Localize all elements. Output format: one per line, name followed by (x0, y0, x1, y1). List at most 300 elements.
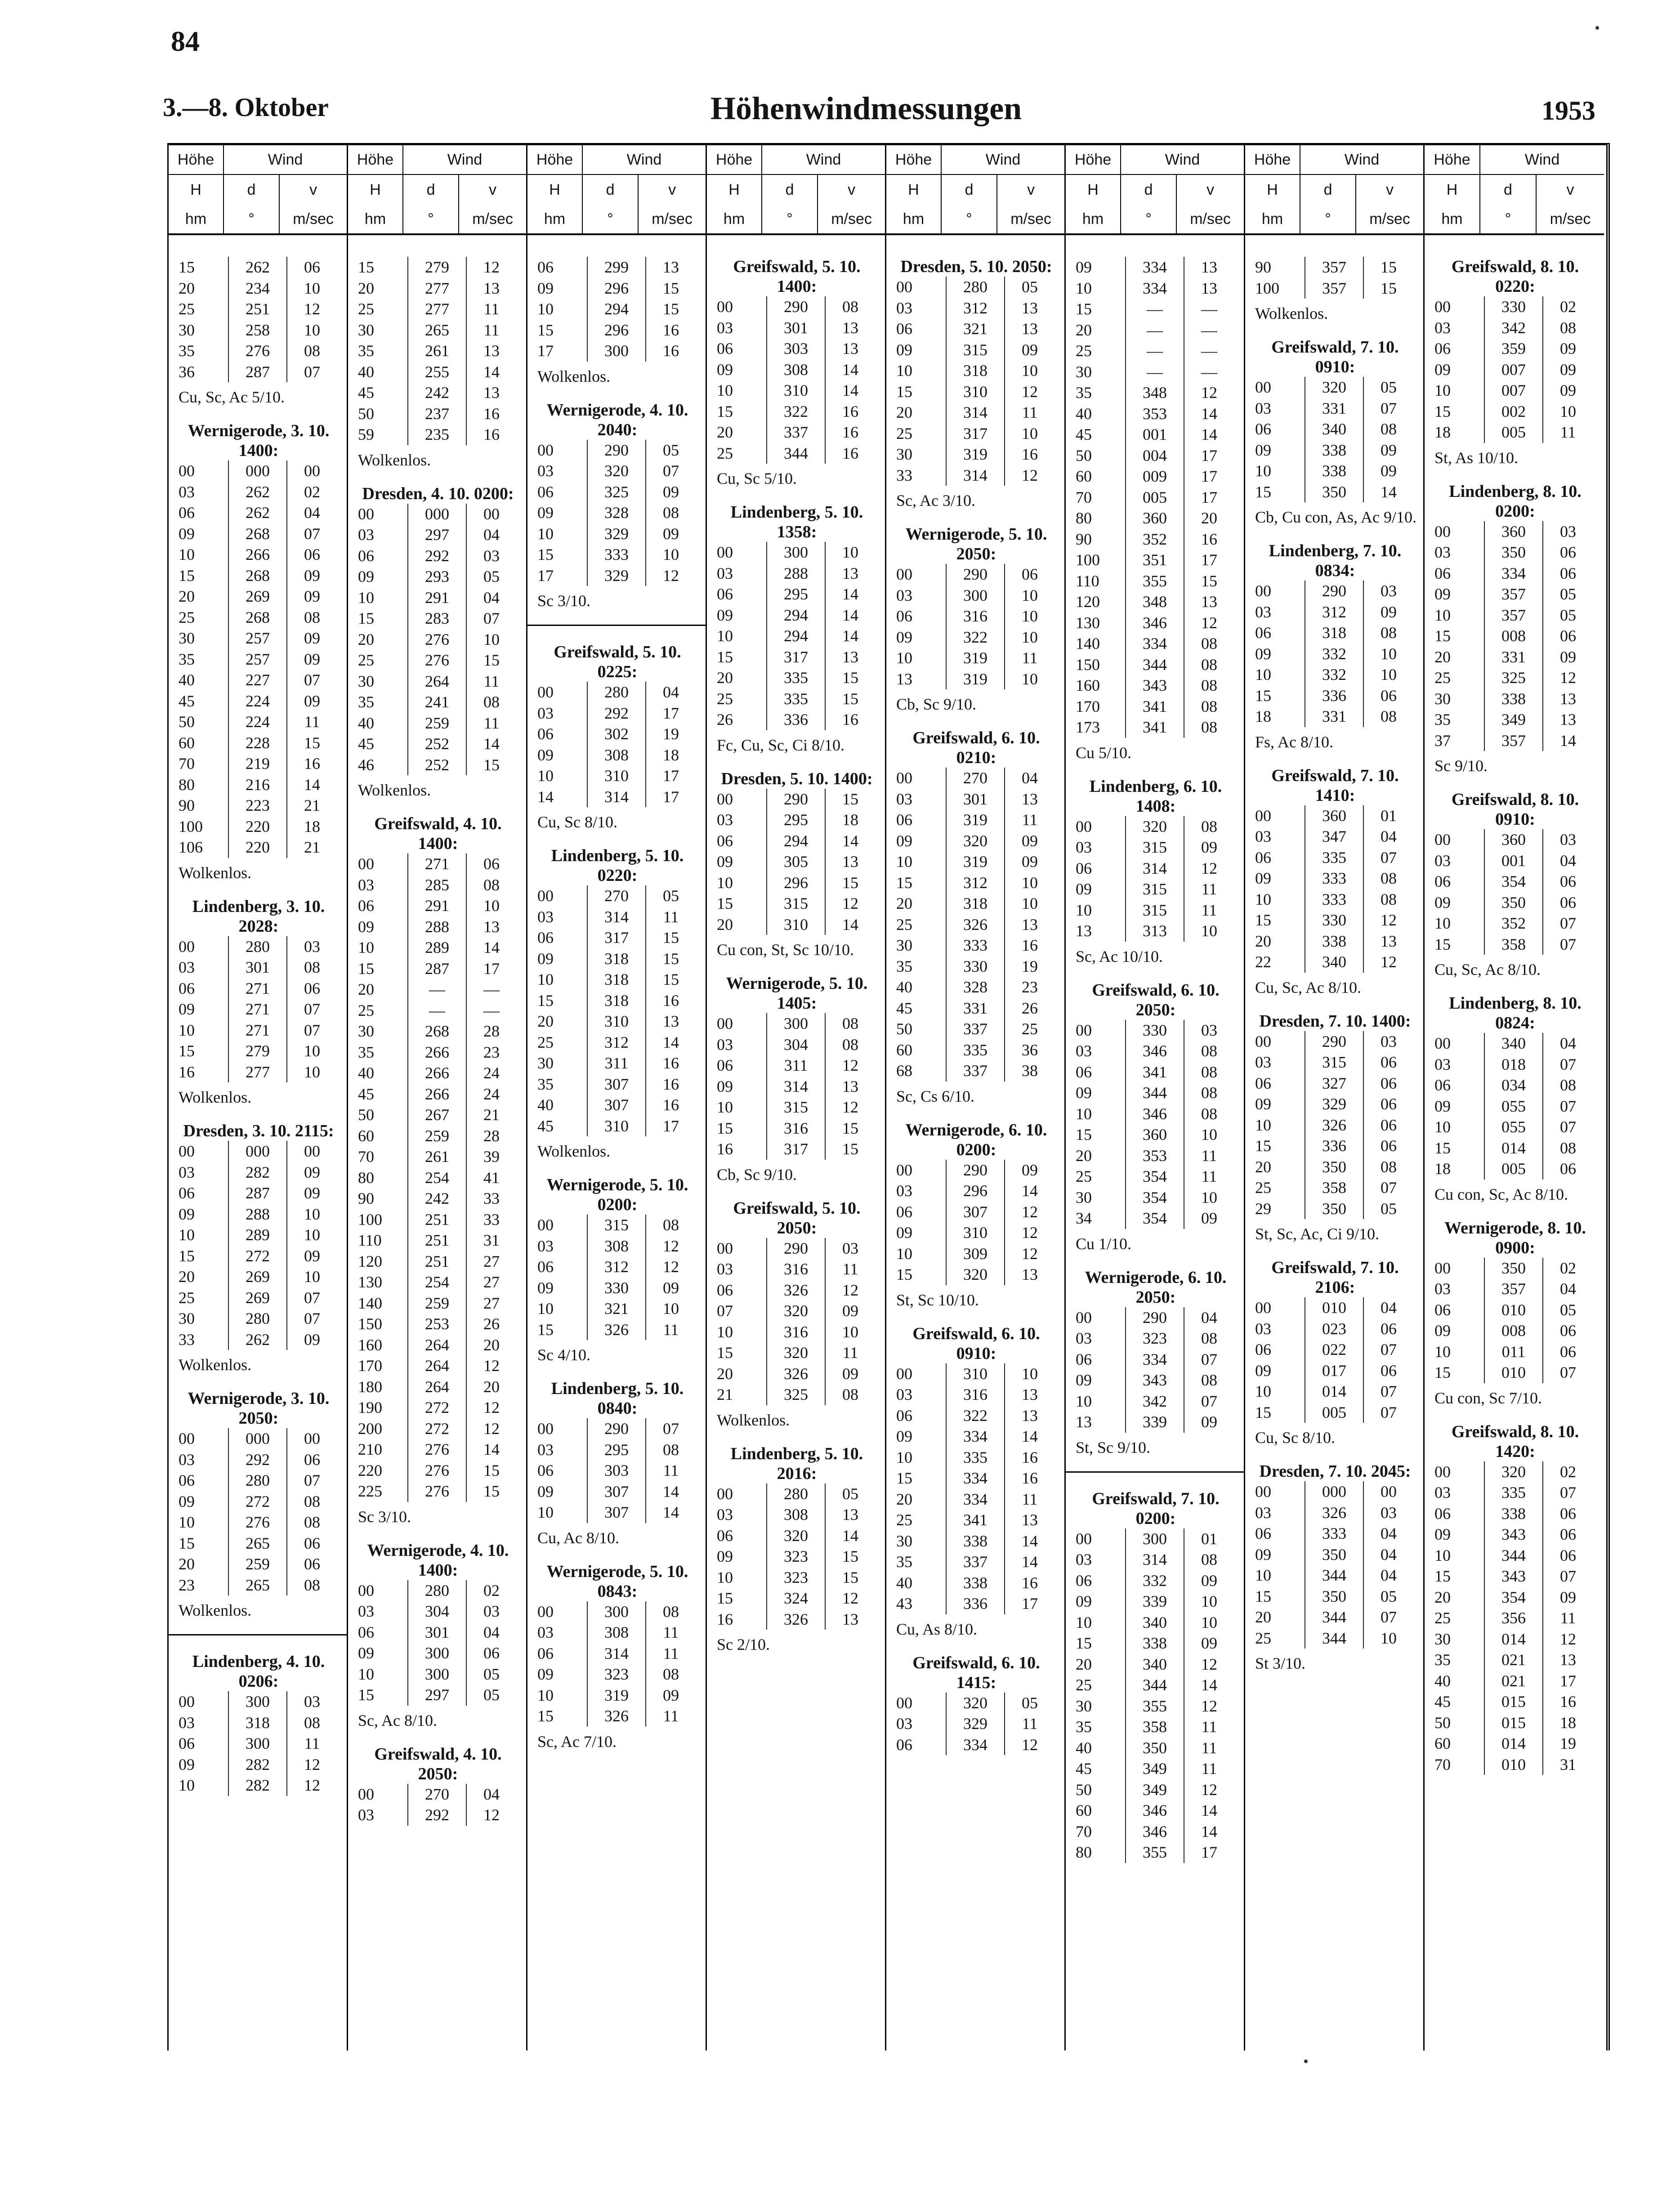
column-body (1066, 235, 1244, 1876)
data-row (714, 1525, 880, 1546)
column-body (527, 235, 706, 1765)
direction-value: 017 (1305, 1360, 1364, 1381)
height-value: 06 (1434, 564, 1451, 582)
wind-table (167, 143, 1610, 2051)
direction-value: 360 (1125, 1124, 1184, 1145)
station-block (714, 769, 880, 961)
data-row (355, 1146, 521, 1167)
data-row (1073, 1370, 1238, 1391)
station-block (1073, 1268, 1238, 1458)
data-row (1252, 706, 1418, 727)
cloud-note: Sc, Cs 6/10. (896, 1087, 975, 1105)
direction-value: 270 (587, 885, 646, 907)
cloud-note: Wolkenlos. (1255, 304, 1328, 322)
height-value: 15 (358, 609, 374, 627)
speed-value: 17 (663, 767, 679, 785)
height-value: 03 (717, 318, 733, 337)
direction-value: 255 (407, 362, 467, 383)
data-row (176, 1020, 341, 1041)
height-value: 15 (1255, 1403, 1271, 1421)
height-value: 10 (358, 938, 374, 956)
direction-value: 294 (766, 831, 826, 852)
direction-value: 346 (1125, 1103, 1184, 1125)
height-value: 09 (717, 1547, 733, 1565)
station-block (1252, 257, 1418, 324)
data-row (894, 606, 1059, 627)
speed-value: 21 (483, 1106, 500, 1124)
direction-value: 352 (1125, 529, 1184, 550)
direction-value: 349 (1125, 1758, 1184, 1779)
height-value: 14 (537, 787, 554, 806)
cloud-note: Sc, Ac 7/10. (537, 1732, 617, 1751)
height-value: 00 (896, 278, 912, 296)
station-block (1073, 980, 1238, 1254)
page-number: 84 (171, 25, 200, 57)
data-row (535, 1256, 700, 1278)
data-row (355, 629, 521, 650)
data-row (1073, 900, 1238, 921)
height-value: 00 (1255, 1032, 1271, 1050)
speed-value: 31 (1560, 1755, 1576, 1774)
height-value: 06 (896, 1406, 912, 1425)
direction-value: 346 (1125, 1821, 1184, 1842)
header-d: d (224, 175, 280, 205)
direction-value: 315 (1125, 900, 1184, 921)
data-row (176, 1246, 341, 1267)
direction-value: 300 (407, 1664, 467, 1685)
height-value: 50 (896, 1020, 912, 1038)
direction-value: 292 (407, 545, 467, 567)
header-unit-deg: ° (583, 205, 639, 233)
direction-value: 254 (407, 1167, 467, 1188)
speed-value: 11 (1560, 423, 1576, 441)
height-value: 120 (358, 1252, 382, 1270)
height-value: 15 (537, 321, 554, 339)
speed-value: 06 (1022, 565, 1038, 583)
height-value: 03 (537, 704, 554, 722)
data-row (355, 587, 521, 608)
height-value: 20 (896, 1490, 912, 1508)
cloud-note: Cb, Cu con, As, Ac 9/10. (1255, 508, 1417, 526)
data-row (355, 853, 521, 875)
direction-value: 297 (407, 1684, 467, 1706)
table-column (1425, 145, 1604, 2051)
speed-value: 04 (1381, 1545, 1397, 1564)
speed-value: 09 (663, 482, 679, 501)
data-row (355, 1021, 521, 1042)
speed-value: 11 (663, 1644, 679, 1662)
header-hoehe: Höhe (886, 145, 942, 174)
height-value: 09 (896, 340, 912, 359)
direction-value: 337 (946, 1019, 1005, 1040)
direction-value: 331 (1305, 706, 1364, 727)
speed-value: 08 (304, 608, 320, 626)
direction-value: 301 (946, 789, 1005, 810)
speed-value: 09 (1201, 1209, 1217, 1227)
direction-value: 290 (1305, 1031, 1364, 1052)
direction-value: 334 (1125, 278, 1184, 299)
direction-value: 287 (228, 1183, 287, 1204)
direction-value: 271 (228, 999, 287, 1020)
speed-value: 08 (1381, 890, 1397, 908)
speed-value: 41 (483, 1168, 500, 1187)
speed-value: 10 (1201, 922, 1217, 940)
data-row (176, 1691, 341, 1712)
data-row (355, 257, 521, 278)
speed-value: 12 (1022, 1202, 1038, 1221)
height-value: 15 (179, 1534, 195, 1552)
direction-value: 357 (1484, 584, 1543, 605)
station-block (1432, 482, 1599, 777)
height-value: 00 (1434, 1034, 1451, 1052)
height-value: 00 (1255, 1483, 1271, 1501)
header-row (1245, 175, 1423, 205)
speed-value: 06 (304, 1555, 320, 1573)
height-value: 03 (358, 1602, 374, 1620)
direction-value: 332 (1305, 664, 1364, 685)
page-year: 1953 (1541, 96, 1595, 125)
header-row (348, 175, 526, 205)
height-value: 35 (358, 693, 374, 711)
data-row (714, 380, 880, 401)
data-row (535, 1074, 700, 1095)
station-block (176, 257, 341, 407)
data-row (714, 338, 880, 359)
data-row (535, 1319, 700, 1340)
data-row (176, 733, 341, 754)
data-row (1432, 1033, 1599, 1054)
height-value: 06 (896, 320, 912, 338)
height-value: 22 (1255, 953, 1271, 971)
data-row (1073, 1675, 1238, 1696)
direction-value: 292 (407, 1805, 467, 1826)
data-row (714, 709, 880, 730)
height-value: 15 (717, 894, 733, 912)
direction-value: 318 (587, 948, 646, 969)
height-value: 06 (717, 1281, 733, 1299)
height-value: 00 (179, 1693, 195, 1711)
direction-value: 280 (228, 1470, 287, 1491)
speed-value: 12 (1201, 613, 1217, 632)
speed-value: 13 (842, 318, 858, 337)
direction-value: 296 (766, 872, 826, 893)
height-value: 00 (537, 887, 554, 905)
data-row (1073, 508, 1238, 529)
table-column (169, 145, 348, 2051)
speed-value: 03 (304, 937, 320, 956)
direction-value: 338 (1305, 440, 1364, 461)
speed-value: 13 (663, 1012, 679, 1030)
height-value: 80 (1076, 1843, 1092, 1861)
data-row (355, 713, 521, 734)
data-row (1252, 1402, 1418, 1423)
header-H: H (1245, 175, 1300, 205)
speed-value: 18 (663, 746, 679, 764)
height-value: 06 (717, 585, 733, 603)
height-value: 180 (358, 1377, 382, 1396)
speed-value: 06 (1560, 1342, 1576, 1361)
direction-value: 336 (766, 709, 826, 730)
data-row (1073, 1591, 1238, 1612)
speed-value: 12 (304, 1776, 320, 1794)
station-block (535, 642, 700, 832)
speed-value: 11 (1022, 1715, 1038, 1733)
speed-value: 12 (1022, 382, 1038, 401)
data-row (1252, 1481, 1418, 1502)
height-value: 10 (717, 873, 733, 892)
height-value: 09 (358, 567, 374, 585)
data-row (1073, 1103, 1238, 1125)
speed-value: 12 (483, 1806, 500, 1824)
data-row (1073, 278, 1238, 299)
speed-value: 15 (663, 279, 679, 297)
data-row (894, 789, 1059, 810)
height-value: 100 (358, 1210, 382, 1229)
cloud-note: St 3/10. (1255, 1654, 1306, 1672)
height-value: 06 (537, 929, 554, 947)
direction-value: 277 (407, 278, 467, 299)
speed-value: 13 (842, 1077, 858, 1095)
header-unit-hm: hm (169, 205, 224, 233)
height-value: 15 (358, 1686, 374, 1704)
data-row (535, 523, 700, 545)
height-value: 20 (717, 669, 733, 687)
speed-value: 08 (1560, 1139, 1576, 1157)
direction-value: 335 (766, 667, 826, 688)
data-row (355, 1000, 521, 1021)
direction-value: 310 (946, 1363, 1005, 1385)
data-row (894, 318, 1059, 340)
speed-value: 04 (483, 588, 500, 607)
data-row (535, 482, 700, 503)
height-value: 03 (1076, 1329, 1092, 1347)
height-value: 30 (358, 1022, 374, 1040)
height-value: 20 (179, 1268, 195, 1286)
data-row (176, 482, 341, 503)
height-value: 15 (179, 258, 195, 276)
speed-value: 08 (1201, 1063, 1217, 1081)
direction-value: 015 (1484, 1712, 1543, 1733)
speed-value: 14 (1022, 1182, 1038, 1200)
height-value: 06 (537, 482, 554, 501)
direction-value: 224 (228, 711, 287, 733)
speed-value: 06 (1560, 872, 1576, 890)
height-value: 25 (358, 300, 374, 318)
data-row (535, 320, 700, 341)
direction-value: 300 (228, 1691, 287, 1712)
height-value: 09 (1076, 880, 1092, 898)
data-row (535, 565, 700, 586)
data-row (355, 566, 521, 587)
data-row (176, 936, 341, 957)
direction-value: 258 (228, 320, 287, 341)
station-heading: Lindenberg, 5. 10. 0220: (551, 846, 684, 885)
height-value: 06 (537, 1644, 554, 1662)
height-value: 09 (537, 279, 554, 297)
direction-value: 346 (1125, 612, 1184, 634)
speed-value: 13 (1022, 320, 1038, 338)
table-column (886, 145, 1066, 2051)
station-heading: Greifswald, 8. 10. 1420: (1451, 1422, 1579, 1461)
direction-value: 271 (228, 978, 287, 999)
height-value: 35 (896, 1553, 912, 1571)
data-row (535, 1116, 700, 1137)
speed-value: 10 (842, 1322, 858, 1341)
height-value: 15 (1076, 1634, 1092, 1652)
height-value: 25 (179, 608, 195, 626)
station-heading: Greifswald, 6. 10. 0210: (912, 728, 1040, 767)
height-value: 03 (179, 1450, 195, 1469)
speed-value: 19 (663, 725, 679, 743)
direction-value: 344 (1125, 654, 1184, 675)
direction-value: 333 (587, 544, 646, 565)
speed-value: 39 (483, 1148, 500, 1166)
height-value: 23 (179, 1576, 195, 1594)
direction-value: 268 (228, 607, 287, 628)
speed-value: 11 (663, 1707, 679, 1725)
speed-value: 14 (842, 915, 858, 934)
height-value: 25 (717, 689, 733, 708)
height-value: 06 (1255, 1074, 1271, 1092)
data-row (1252, 1607, 1418, 1628)
data-row (1252, 581, 1418, 602)
header-v: v (848, 181, 856, 198)
station-heading: Lindenberg, 8. 10. 0200: (1449, 482, 1582, 521)
direction-value: 014 (1484, 1733, 1543, 1754)
station-heading: Wernigerode, 3. 10. 2050: (188, 1389, 330, 1428)
data-row (1073, 1696, 1238, 1717)
speed-value: 16 (663, 1096, 679, 1114)
data-row (1432, 338, 1599, 359)
speed-value: 16 (842, 710, 858, 728)
height-value: 15 (179, 1042, 195, 1060)
speed-value: 07 (1560, 1097, 1576, 1115)
header-unit-deg: ° (224, 205, 280, 233)
speed-value: 07 (1201, 1350, 1217, 1368)
direction-value: 318 (587, 969, 646, 990)
data-row (894, 977, 1059, 998)
speed-value: 10 (1560, 402, 1576, 420)
speed-value: 16 (1022, 445, 1038, 463)
data-row (535, 1095, 700, 1116)
direction-value: 251 (228, 299, 287, 320)
height-value: 35 (537, 1075, 554, 1093)
height-value: 50 (1434, 1713, 1451, 1732)
speed-value: 13 (1022, 1265, 1038, 1283)
data-row (355, 979, 521, 1000)
speed-value: 14 (1201, 1822, 1217, 1841)
direction-value: 360 (1484, 521, 1543, 542)
data-row (1073, 1758, 1238, 1779)
direction-value: 271 (407, 853, 467, 875)
data-row (355, 875, 521, 896)
data-row (714, 443, 880, 464)
header-unit-deg: ° (762, 205, 818, 233)
speed-value: 10 (304, 1042, 320, 1060)
speed-value: 15 (842, 1119, 858, 1137)
height-value: 00 (358, 855, 374, 873)
height-value: 10 (179, 1226, 195, 1244)
direction-value: 272 (228, 1246, 287, 1267)
direction-value: 334 (1125, 633, 1184, 654)
direction-value: 314 (587, 786, 646, 808)
direction-value: 257 (228, 628, 287, 649)
speed-value: 07 (304, 1000, 320, 1018)
data-row (1432, 829, 1599, 850)
speed-value: 04 (1381, 1524, 1397, 1542)
speed-value: 10 (1381, 644, 1397, 663)
direction-value: 269 (228, 586, 287, 607)
header-H: H (527, 175, 583, 205)
cloud-note: Wolkenlos. (179, 1088, 252, 1106)
height-value: 15 (1434, 402, 1451, 420)
station-block (1073, 257, 1238, 763)
height-value: 30 (537, 1054, 554, 1072)
height-value: 06 (179, 504, 195, 522)
section-divider (1066, 1471, 1244, 1473)
direction-value: 355 (1125, 1842, 1184, 1863)
speed-value: 11 (1201, 1718, 1217, 1736)
speed-value: 05 (663, 441, 679, 459)
height-value: 15 (1255, 1587, 1271, 1605)
height-value: 220 (358, 1461, 382, 1479)
height-value: 45 (1434, 1693, 1451, 1711)
direction-value: 014 (1484, 1629, 1543, 1650)
height-value: 20 (1076, 321, 1092, 339)
speed-value: 03 (1201, 1021, 1217, 1039)
data-row (1252, 889, 1418, 910)
speed-value: 09 (304, 692, 320, 710)
speed-value: — (483, 1001, 500, 1019)
direction-value: 320 (946, 831, 1005, 852)
data-row (355, 524, 521, 545)
direction-value: 259 (228, 1554, 287, 1575)
height-value: 106 (179, 838, 203, 856)
direction-value: 324 (766, 1588, 826, 1609)
direction-value: 348 (1125, 382, 1184, 403)
direction-value: 357 (1305, 278, 1364, 299)
direction-value: 000 (228, 1141, 287, 1162)
data-row (1252, 931, 1418, 952)
height-value: 35 (896, 957, 912, 975)
station-block (1432, 1422, 1599, 1775)
data-row (1252, 278, 1418, 299)
direction-value: 320 (766, 1525, 826, 1546)
speed-value: 14 (842, 360, 858, 379)
height-value: 40 (358, 1064, 374, 1082)
height-value: 10 (1434, 1546, 1451, 1564)
data-row (1073, 1124, 1238, 1145)
direction-value: 350 (1305, 482, 1364, 503)
height-value: 20 (358, 980, 374, 998)
station-block (355, 257, 521, 470)
height-value: 03 (179, 958, 195, 976)
height-value: 100 (1076, 551, 1100, 569)
speed-value: 15 (663, 929, 679, 947)
direction-value: 347 (1305, 826, 1364, 847)
speed-value: 08 (483, 693, 500, 711)
height-value: 00 (537, 683, 554, 701)
station-block (535, 1379, 700, 1548)
speed-value: 17 (483, 959, 500, 978)
direction-value: 290 (587, 440, 646, 461)
height-value: 09 (1076, 1084, 1092, 1102)
direction-value: 319 (946, 444, 1005, 465)
speed-value: 05 (663, 887, 679, 905)
data-row (1073, 403, 1238, 424)
data-row (714, 667, 880, 688)
speed-value: 13 (842, 1506, 858, 1523)
